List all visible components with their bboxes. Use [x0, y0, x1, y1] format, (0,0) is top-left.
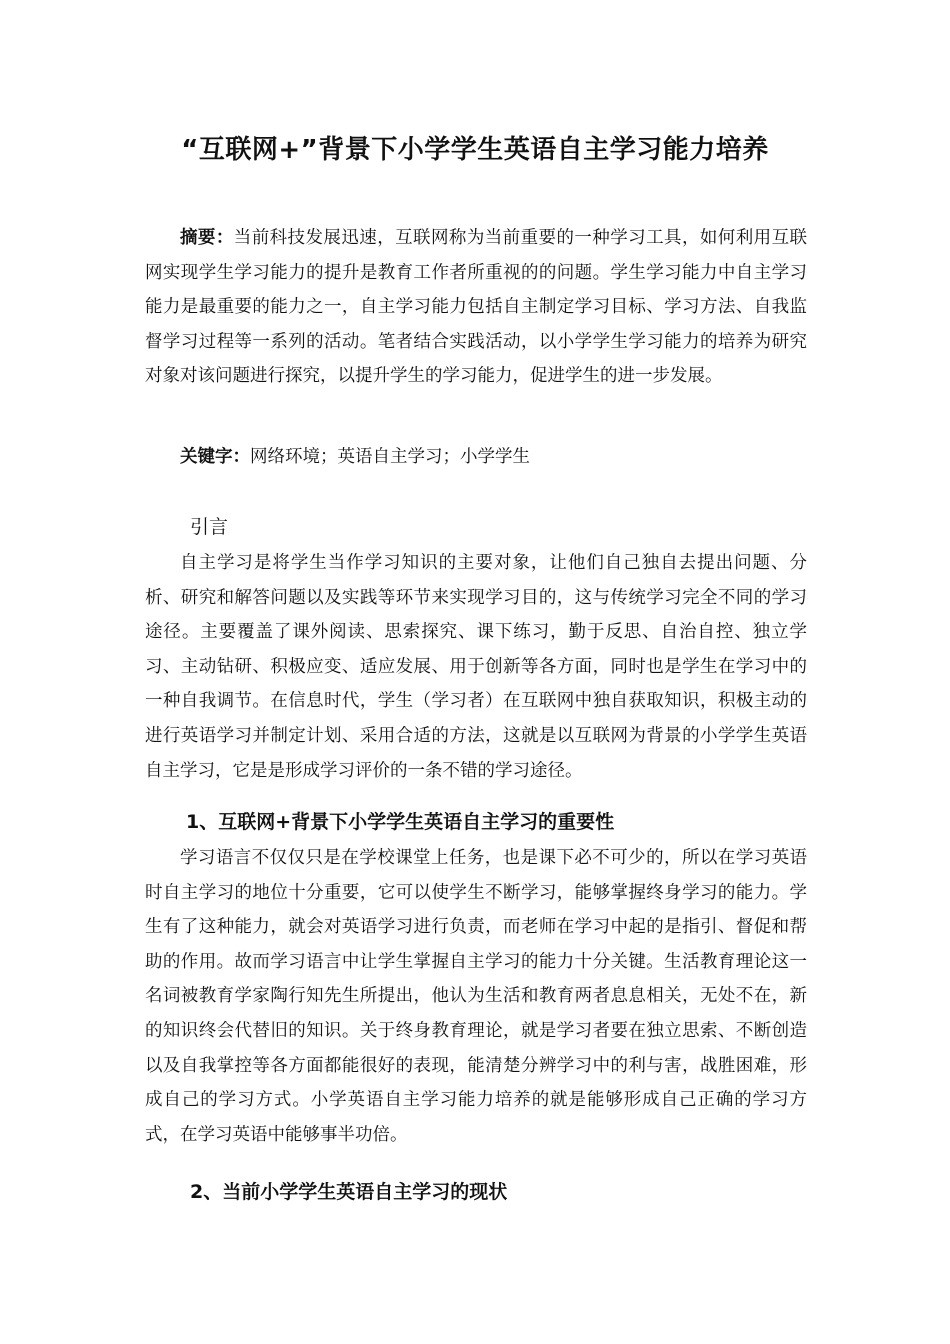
intro-heading: 引言 — [190, 516, 229, 538]
section-1-paragraph: 学习语言不仅仅只是在学校课堂上任务，也是课下必不可少的，所以在学习英语时自主学习的地位十分重要，它可以使学生不断学习，能够掌握终身学习的能力。学生有了这种能力，就会对英语学习进行负责，而老师在学习中起的是指引、督促和帮助的作用。故而学习语言中让学生掌握自主学习的能力十分关键。生活教育理论这一名词被教育学家陶行知先生所提出，他认为生活和教育两者息息相关，无处不在，新的知识终会代替旧的知识。关于终身教育理论，就是学习者要在独立思索、不断创造以及自我掌控等各方面都能很好的表现，能清楚分辨学习中的利与害，战胜困难，形成自己的学习方式。小学英语自主学习能力培养的就是能够形成自己正确的学习方式，在学习英语中能够事半功倍。 — [145, 848, 807, 1145]
intro-paragraph: 自主学习是将学生当作学习知识的主要对象，让他们自己独自去提出问题、分析、研究和解答问题以及实践等环节来实现学习目的，这与传统学习完全不同的学习途径。主要覆盖了课外阅读、思索探究、课下练习，勤于反思、自治自控、独立学习、主动钻研、积极应变、适应发展、用于创新等各方面，同时也是学生在学习中的一种自我调节。在信息时代，学生（学习者）在互联网中独自获取知识，积极主动的进行英语学习并制定计划、采用合适的方法，这就是以互联网为背景的小学学生英语自主学习，它是是形成学习评价的一条不错的学习途径。 — [145, 553, 807, 781]
document-title: “互联网+”背景下小学学生英语自主学习能力培养 — [181, 135, 769, 165]
abstract-paragraph — [145, 221, 807, 394]
section-2-heading: 2、当前小学学生英语自主学习的现状 — [190, 1181, 508, 1203]
keywords-paragraph — [145, 440, 807, 475]
keywords-text: 网络环境；英语自主学习；小学学生 — [250, 447, 530, 467]
section-1-heading: 1、互联网+背景下小学学生英语自主学习的重要性 — [186, 811, 615, 833]
abstract-text: 当前科技发展迅速，互联网称为当前重要的一种学习工具，如何利用互联网实现学生学习能力的提升是教育工作者所重视的的问题。学生学习能力中自主学习能力是最重要的能力之一，自主学习能力包括自主制定学习目标、学习方法、自我监督学习过程等一系列的活动。笔者结合实践活动，以小学学生学习能力的培养为研究对象对该问题进行探究，以提升学生的学习能力，促进学生的进一步发展。 — [145, 228, 807, 387]
abstract-label: 摘要： — [180, 228, 234, 248]
keywords-label: 关键字： — [180, 447, 250, 467]
